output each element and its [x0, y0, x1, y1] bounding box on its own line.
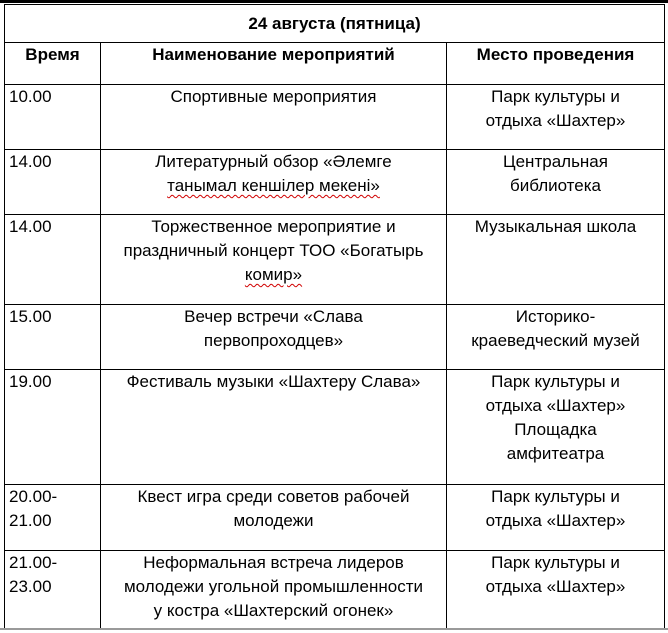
- venue-line: отдыха «Шахтер»: [485, 577, 626, 596]
- column-header-time: Время: [5, 43, 101, 85]
- venue-cell: [447, 551, 665, 629]
- time-line: 21.00: [9, 511, 52, 530]
- table-row: [5, 370, 665, 485]
- venue-cell: [447, 305, 665, 370]
- table-row: [5, 551, 665, 629]
- header-row: [5, 43, 665, 85]
- event-name-cell: [101, 215, 447, 305]
- table-title: 24 августа (пятница): [5, 5, 665, 43]
- venue-line: Парк культуры и: [491, 372, 620, 391]
- time-line: 14.00: [9, 217, 52, 236]
- time-line: 15.00: [9, 307, 52, 326]
- time-cell: [5, 85, 101, 150]
- event-name-cell: [101, 485, 447, 551]
- title-row: [5, 5, 665, 43]
- table-row: [5, 305, 665, 370]
- venue-line: отдыха «Шахтер»: [485, 111, 626, 130]
- event-name-cell: [101, 85, 447, 150]
- venue-cell: [447, 150, 665, 215]
- venue-line: Музыкальная школа: [474, 217, 637, 236]
- venue-line: амфитеатра: [506, 444, 605, 463]
- table-row: [5, 485, 665, 551]
- event-name-line: Квест игра среди советов рабочей: [137, 487, 410, 506]
- event-name-line: танымал кеншілер мекені»: [167, 176, 380, 195]
- table-row: [5, 85, 665, 150]
- event-name-line: комир»: [244, 265, 303, 284]
- time-line: 14.00: [9, 152, 52, 171]
- venue-line: отдыха «Шахтер»: [485, 396, 626, 415]
- top-border-line: [0, 0, 668, 3]
- time-line: 10.00: [9, 87, 52, 106]
- event-name-line: Вечер встречи «Слава: [184, 307, 363, 326]
- venue-cell: [447, 215, 665, 305]
- event-name-line: у костра «Шахтерский огонек»: [153, 601, 394, 620]
- event-name-line: Литературный обзор «Әлемге: [155, 152, 392, 171]
- time-line: 23.00: [9, 577, 52, 596]
- venue-line: Парк культуры и: [491, 87, 620, 106]
- time-line: 20.00-: [9, 487, 58, 506]
- venue-line: отдыха «Шахтер»: [485, 511, 626, 530]
- event-name-line: праздничный концерт ТОО «Богатырь: [123, 241, 424, 260]
- venue-line: краеведческий музей: [471, 331, 640, 350]
- time-line: 21.00-: [9, 553, 58, 572]
- event-name-line: Неформальная встреча лидеров: [143, 553, 404, 572]
- venue-line: библиотека: [509, 176, 602, 195]
- event-name-line: молодежи: [233, 511, 314, 530]
- venue-line: Парк культуры и: [491, 487, 620, 506]
- event-name-line: Спортивные мероприятия: [170, 87, 377, 106]
- event-name-cell: [101, 370, 447, 485]
- venue-line: Центральная: [503, 152, 608, 171]
- bottom-border-line: [0, 628, 668, 630]
- time-cell: [5, 215, 101, 305]
- event-name-line: молодежи угольной промышленности: [123, 577, 424, 596]
- column-header-name: Наименование мероприятий: [101, 43, 447, 85]
- column-header-place: Место проведения: [447, 43, 665, 85]
- time-cell: [5, 485, 101, 551]
- venue-cell: [447, 85, 665, 150]
- venue-line: Площадка: [514, 420, 597, 439]
- event-name-cell: [101, 305, 447, 370]
- event-name-line: Торжественное мероприятие и: [151, 217, 396, 236]
- table-row: [5, 215, 665, 305]
- time-line: 19.00: [9, 372, 52, 391]
- venue-cell: [447, 485, 665, 551]
- time-cell: [5, 150, 101, 215]
- time-cell: [5, 370, 101, 485]
- time-cell: [5, 551, 101, 629]
- event-name-cell: [101, 551, 447, 629]
- venue-line: Историко-: [515, 307, 596, 326]
- time-cell: [5, 305, 101, 370]
- event-name-line: Фестиваль музыки «Шахтеру Слава»: [126, 372, 421, 391]
- event-schedule-table: [4, 4, 665, 629]
- event-name-cell: [101, 150, 447, 215]
- table-row: [5, 150, 665, 215]
- venue-line: Парк культуры и: [491, 553, 620, 572]
- event-name-line: первопроходцев»: [203, 331, 344, 350]
- venue-cell: [447, 370, 665, 485]
